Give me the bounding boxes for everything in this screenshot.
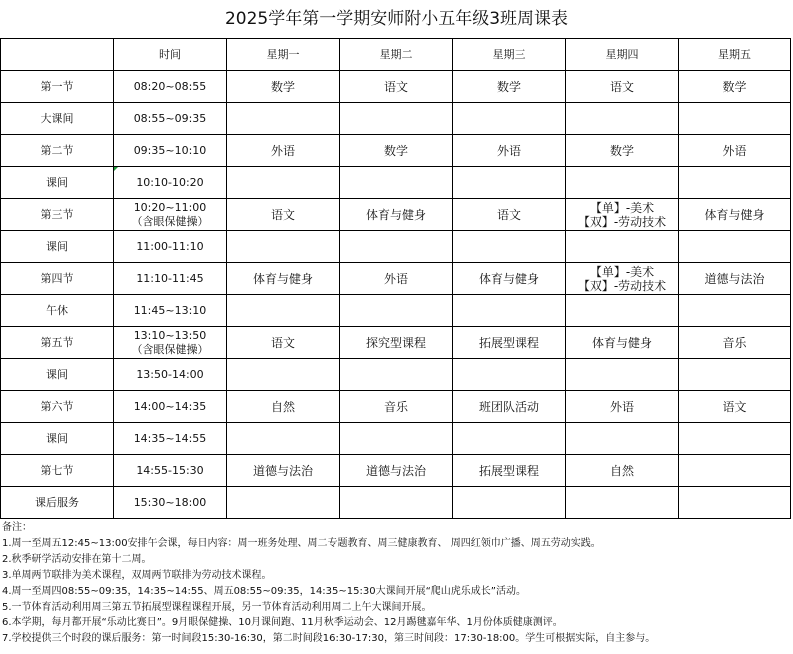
header-time[interactable]: 时间 — [114, 39, 227, 71]
table-row — [1, 295, 791, 327]
subject-cell[interactable] — [340, 167, 453, 199]
cell-text: 拓展型课程 — [478, 335, 539, 350]
period-time[interactable] — [114, 263, 227, 295]
header-day[interactable]: 星期五 — [679, 39, 791, 71]
period-label[interactable]: 课间 — [1, 167, 114, 199]
subject-cell[interactable] — [340, 391, 453, 423]
cell-text: 【双】-劳动技术 — [577, 214, 667, 229]
cell-text: 外语 — [496, 143, 521, 158]
table-row — [1, 167, 791, 199]
cell-text: 14:35~14:55 — [133, 431, 207, 445]
subject-cell[interactable] — [340, 423, 453, 455]
header-day[interactable]: 星期二 — [340, 39, 453, 71]
period-time[interactable] — [114, 231, 227, 263]
subject-cell[interactable] — [453, 295, 566, 327]
table-row — [1, 423, 791, 455]
cell-text: 数学 — [383, 143, 408, 158]
subject-cell[interactable] — [340, 359, 453, 391]
subject-cell[interactable] — [453, 71, 566, 103]
subject-cell[interactable] — [340, 71, 453, 103]
subject-cell[interactable] — [227, 167, 340, 199]
cell-text: 道德与法治 — [365, 463, 426, 478]
subject-cell[interactable] — [566, 135, 679, 167]
cell-text: 体育与健身 — [365, 207, 426, 222]
subject-cell[interactable] — [566, 103, 679, 135]
cell-text: 14:00~14:35 — [133, 399, 207, 413]
cell-text: 11:10-11:45 — [136, 271, 204, 285]
subject-cell[interactable] — [679, 455, 791, 487]
subject-cell[interactable] — [566, 487, 679, 519]
period-label[interactable]: 第二节 — [1, 135, 114, 167]
cell-text: （含眼保健操） — [131, 342, 209, 356]
cell-text: 数学 — [270, 79, 295, 94]
subject-cell[interactable] — [340, 295, 453, 327]
period-time[interactable] — [114, 295, 227, 327]
subject-cell[interactable] — [453, 455, 566, 487]
header-day[interactable]: 星期三 — [453, 39, 566, 71]
cell-text: 11:45~13:10 — [133, 303, 207, 317]
cell-text: 语文 — [722, 399, 747, 414]
subject-cell[interactable] — [679, 295, 791, 327]
subject-cell[interactable] — [340, 455, 453, 487]
subject-cell[interactable] — [453, 423, 566, 455]
cell-text: 体育与健身 — [704, 207, 765, 222]
subject-cell[interactable] — [453, 231, 566, 263]
subject-cell[interactable] — [227, 455, 340, 487]
cell-text: 体育与健身 — [591, 335, 652, 350]
subject-cell[interactable] — [679, 327, 791, 359]
subject-cell[interactable] — [453, 167, 566, 199]
cell-text: 【单】-美术 — [589, 264, 655, 279]
subject-cell[interactable] — [566, 423, 679, 455]
subject-cell[interactable] — [566, 167, 679, 199]
period-time[interactable] — [114, 455, 227, 487]
note-line: 5.一节体育活动利用周三第五节拓展型课程课程开展，另一节体育活动利用周二上午大课间开展。 — [2, 601, 432, 613]
cell-text: 15:30~18:00 — [133, 495, 207, 509]
cell-text: 体育与健身 — [478, 271, 539, 286]
cell-text: 10:10-10:20 — [136, 175, 204, 189]
period-label[interactable]: 第七节 — [1, 455, 114, 487]
subject-cell[interactable] — [227, 71, 340, 103]
period-label[interactable]: 午休 — [1, 295, 114, 327]
subject-cell[interactable] — [566, 71, 679, 103]
cell-text: 13:50-14:00 — [136, 367, 204, 381]
timetable — [0, 38, 791, 519]
subject-cell[interactable] — [566, 391, 679, 423]
header-row — [1, 39, 791, 71]
subject-cell[interactable] — [679, 359, 791, 391]
cell-text: 14:55-15:30 — [136, 463, 204, 477]
period-time[interactable] — [114, 167, 227, 199]
period-time[interactable] — [114, 135, 227, 167]
note-line: 备注： — [2, 522, 32, 533]
period-label[interactable]: 第六节 — [1, 391, 114, 423]
table-row — [1, 71, 791, 103]
cell-text: 外语 — [270, 143, 295, 158]
note-line: 4.周一至周四08:55~09:35，14:35~14:55、周五08:55~09:35，14:35~15:30大课间开展“爬山虎乐成长”活动。 — [2, 585, 526, 597]
subject-cell[interactable] — [566, 199, 679, 231]
period-label[interactable]: 第四节 — [1, 263, 114, 295]
table-row — [1, 199, 791, 231]
subject-cell[interactable] — [227, 135, 340, 167]
subject-cell[interactable] — [227, 103, 340, 135]
cell-comment-marker — [114, 167, 118, 171]
subject-cell[interactable] — [453, 135, 566, 167]
cell-text: 11:00-11:10 — [136, 239, 204, 253]
note-line: 6.本学期，每月都开展“乐动比赛日”。9月眼保健操、10月课间跑、11月秋季运动会、12月踢毽嘉年华、1月份体质健康测评。 — [2, 617, 563, 629]
table-row — [1, 359, 791, 391]
table-row — [1, 455, 791, 487]
subject-cell[interactable] — [566, 263, 679, 295]
period-time[interactable] — [114, 359, 227, 391]
period-time[interactable] — [114, 423, 227, 455]
subject-cell[interactable] — [453, 487, 566, 519]
cell-text: 【双】-劳动技术 — [577, 278, 667, 293]
cell-text: 自然 — [270, 399, 295, 414]
subject-cell[interactable] — [679, 391, 791, 423]
subject-cell[interactable] — [340, 263, 453, 295]
subject-cell[interactable] — [340, 199, 453, 231]
subject-cell[interactable] — [227, 391, 340, 423]
cell-text: 探究型课程 — [365, 335, 426, 350]
period-label[interactable]: 课后服务 — [1, 487, 114, 519]
cell-text: 音乐 — [722, 335, 747, 350]
subject-cell[interactable] — [453, 359, 566, 391]
schedule-title: 2025学年第一学期安师附小五年级3班周课表 — [224, 9, 569, 29]
cell-text: 语文 — [609, 79, 634, 94]
subject-cell[interactable] — [453, 263, 566, 295]
subject-cell[interactable] — [453, 327, 566, 359]
cell-text: （含眼保健操） — [131, 214, 209, 228]
cell-text: 语文 — [383, 79, 408, 94]
table-row — [1, 263, 791, 295]
subject-cell[interactable] — [227, 359, 340, 391]
subject-cell[interactable] — [340, 487, 453, 519]
period-time[interactable] — [114, 199, 227, 231]
cell-text: 语文 — [270, 207, 295, 222]
cell-text: 外语 — [722, 143, 747, 158]
header-day[interactable]: 星期四 — [566, 39, 679, 71]
subject-cell[interactable] — [227, 295, 340, 327]
cell-text: 10:20~11:00 — [133, 200, 207, 214]
cell-text: 音乐 — [383, 399, 408, 414]
cell-text: 09:35~10:10 — [133, 143, 207, 157]
header-day[interactable]: 星期一 — [227, 39, 340, 71]
subject-cell[interactable] — [453, 103, 566, 135]
cell-text: 13:10~13:50 — [133, 328, 207, 342]
subject-cell[interactable] — [679, 135, 791, 167]
cell-text: 数学 — [722, 79, 747, 94]
subject-cell[interactable] — [227, 199, 340, 231]
subject-cell[interactable] — [679, 423, 791, 455]
period-label[interactable]: 第三节 — [1, 199, 114, 231]
cell-text: 语文 — [496, 207, 521, 222]
period-label[interactable]: 课间 — [1, 231, 114, 263]
period-time[interactable] — [114, 327, 227, 359]
subject-cell[interactable] — [566, 231, 679, 263]
period-label[interactable]: 第五节 — [1, 327, 114, 359]
period-time[interactable] — [114, 391, 227, 423]
subject-cell[interactable] — [453, 199, 566, 231]
subject-cell[interactable] — [227, 231, 340, 263]
subject-cell[interactable] — [453, 391, 566, 423]
cell-text: 数学 — [496, 79, 521, 94]
subject-cell[interactable] — [679, 103, 791, 135]
subject-cell[interactable] — [340, 103, 453, 135]
cell-text: 道德与法治 — [252, 463, 313, 478]
subject-cell[interactable] — [227, 487, 340, 519]
period-label[interactable]: 课间 — [1, 423, 114, 455]
cell-text: 班团队活动 — [478, 399, 539, 414]
period-time[interactable] — [114, 487, 227, 519]
subject-cell[interactable] — [679, 231, 791, 263]
period-label[interactable]: 课间 — [1, 359, 114, 391]
cell-text: 08:55~09:35 — [133, 111, 207, 125]
table-row — [1, 231, 791, 263]
subject-cell[interactable] — [566, 327, 679, 359]
cell-text: 体育与健身 — [252, 271, 313, 286]
table-row — [1, 327, 791, 359]
table-row — [1, 391, 791, 423]
cell-text: 语文 — [270, 335, 295, 350]
table-row — [1, 103, 791, 135]
note-line: 3.单周两节联排为美术课程，双周两节联排为劳动技术课程。 — [2, 569, 272, 581]
cell-text: 数学 — [609, 143, 634, 158]
subject-cell[interactable] — [566, 359, 679, 391]
table-row — [1, 487, 791, 519]
note-line: 2.秋季研学活动安排在第十二周。 — [2, 553, 152, 565]
subject-cell[interactable] — [679, 199, 791, 231]
period-time[interactable] — [114, 103, 227, 135]
cell-text: 外语 — [609, 399, 634, 414]
notes — [2, 520, 788, 647]
period-label[interactable]: 第一节 — [1, 71, 114, 103]
cell-text: 自然 — [609, 463, 634, 478]
subject-cell[interactable] — [340, 231, 453, 263]
subject-cell[interactable] — [679, 487, 791, 519]
note-line: 7.学校提供三个时段的课后服务：第一时间段15:30-16:30，第二时间段16:30-17:30，第三时间段：17:30-18:00。学生可根据实际，自主参与。 — [2, 633, 656, 645]
subject-cell[interactable] — [340, 135, 453, 167]
subject-cell[interactable] — [566, 295, 679, 327]
subject-cell[interactable] — [227, 423, 340, 455]
cell-text: 【单】-美术 — [589, 200, 655, 215]
subject-cell[interactable] — [340, 327, 453, 359]
table-row — [1, 135, 791, 167]
subject-cell[interactable] — [679, 71, 791, 103]
corner-cell[interactable] — [1, 39, 114, 71]
cell-text: 拓展型课程 — [478, 463, 539, 478]
subject-cell[interactable] — [566, 455, 679, 487]
subject-cell[interactable] — [679, 167, 791, 199]
cell-text: 外语 — [383, 271, 408, 286]
cell-text: 道德与法治 — [704, 271, 765, 286]
subject-cell[interactable] — [227, 327, 340, 359]
period-label[interactable]: 大课间 — [1, 103, 114, 135]
note-line: 1.周一至周五12:45~13:00安排午会课，每日内容：周一班务处理、周二专题教育、周三健康教育、 周四红领巾广播、周五劳动实践。 — [2, 537, 601, 549]
subject-cell[interactable] — [679, 263, 791, 295]
period-time[interactable] — [114, 71, 227, 103]
subject-cell[interactable] — [227, 263, 340, 295]
cell-text: 08:20~08:55 — [133, 79, 207, 93]
